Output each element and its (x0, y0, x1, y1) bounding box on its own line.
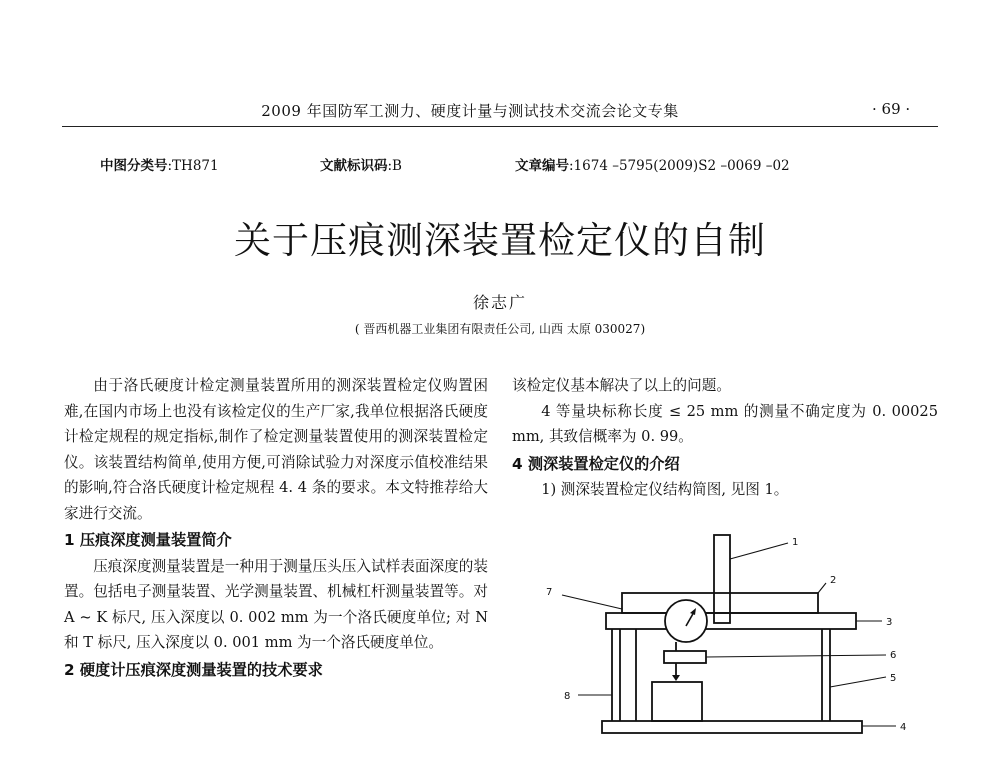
top-plate (622, 593, 818, 613)
figure-label-7: 7 (546, 587, 553, 598)
doc-code-label: 文献标识码 (320, 158, 388, 174)
running-head: 2009 年国防军工测力、硬度计量与测试技术交流会论文专集 (261, 102, 679, 120)
base-plate (602, 721, 862, 733)
doc-code-value: :B (387, 158, 402, 174)
section-2-heading: 2 硬度计压痕深度测量装置的技术要求 (64, 660, 323, 679)
clc-value: :TH871 (167, 158, 219, 174)
crossbeam (606, 613, 856, 629)
figure-label-1: 1 (792, 537, 799, 548)
figure-label-3: 3 (886, 617, 893, 628)
article-number (515, 154, 790, 174)
header-rule (62, 126, 938, 127)
vertical-rod (714, 535, 730, 623)
figure-label-5: 5 (890, 673, 897, 684)
right-paragraph-1: 该检定仪基本解决了以上的问题。 (512, 377, 731, 394)
right-column (512, 373, 938, 503)
section-1-heading: 1 压痕深度测量装置简介 (64, 531, 232, 549)
spindle-holder (664, 651, 706, 663)
gauge-block (652, 682, 702, 721)
section-4-heading: 4 测深装置检定仪的介绍 (512, 454, 680, 473)
doc-code (320, 154, 402, 174)
left-column (64, 373, 488, 683)
article-no-label: 文章编号 (515, 158, 569, 174)
article-no-value: :1674 –5795(2009)S2 –0069 –02 (569, 158, 790, 174)
figure-label-6: 6 (890, 650, 897, 661)
figure-1-diagram (540, 525, 940, 755)
section-1-paragraph: 压痕深度测量装置是一种用于测量压头压入试样表面深度的装置。包括电子测量装置、光学测量装置、机械杠杆测量装置等。对 A ~ K 标尺, 压入深度以 0. 002 mm 为一个洛氏硬度单位; 对 N 和 T 标尺, 压入深度以 0. 001 mm 为一个洛氏硬度单位。 (64, 557, 488, 651)
author: 徐志广 (472, 293, 527, 312)
figure-reference-item: 1) 测深装置检定仪结构简图, 见图 1。 (541, 481, 789, 498)
figure-label-4: 4 (900, 722, 907, 733)
paper-title: 关于压痕测深装置检定仪的自制 (234, 219, 766, 262)
figure-label-8: 8 (564, 691, 571, 702)
dial-gauge (665, 600, 707, 642)
right-paragraph-2: 4 等量块标称长度 ≤ 25 mm 的测量不确定度为 0. 00025 mm, 其致信概率为 0. 99。 (512, 402, 938, 445)
intro-paragraph: 由于洛氏硬度计检定测量装置所用的测深装置检定仪购置困难,在国内市场上也没有该检定仪的生产厂家,我单位根据洛氏硬度计检定规程的规定指标,制作了检定测量装置使用的测深装置检定仪。该装置结构简单,使用方便,可消除试验力对深度示值校准结果的影响,符合洛氏硬度计检定规程 4. 4 条的要求。本文特推荐给大家进行交流。 (64, 377, 488, 522)
affiliation: ( 晋西机器工业集团有限责任公司, 山西 太原 030027) (354, 322, 646, 336)
figure-label-2: 2 (830, 575, 837, 586)
page-number: · 69 · (872, 100, 911, 118)
clc-number (100, 154, 219, 174)
clc-label: 中图分类号 (100, 158, 168, 174)
